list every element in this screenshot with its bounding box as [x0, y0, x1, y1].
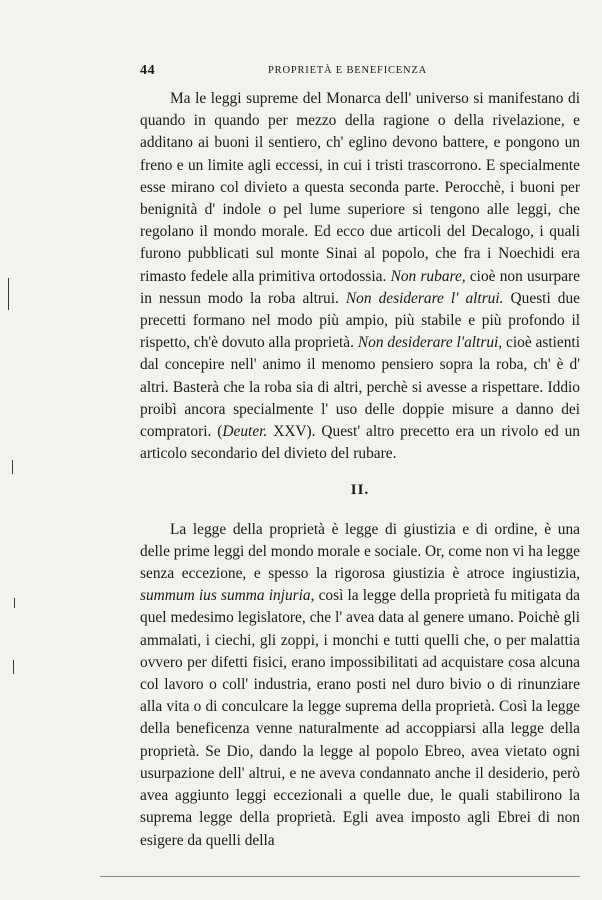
scan-mark	[12, 460, 13, 474]
page-number: 44	[140, 63, 156, 78]
text-run: cioè non usurpare in nessun modo la roba altrui.	[140, 267, 580, 307]
section-heading: II.	[350, 482, 370, 499]
running-title: PROPRIETÀ E BENEFICENZA	[268, 65, 427, 76]
scan-mark	[14, 598, 15, 608]
scan-mark	[8, 278, 9, 310]
text-run: cioè astienti dal concepire nell' animo il menomo pensiero sopra la roba, ch' è d' altri. Basterà che la roba sia di altri, perchè si avesse a rispettare. Iddio proibì ancora specialmente l' uso delle doppie misure a danno dei compratori. (	[140, 334, 580, 441]
scan-mark	[13, 660, 14, 674]
paragraph-1	[140, 88, 580, 465]
text-run: La legge della proprietà è legge di giustizia e di ordine, è una delle prime leggi del mondo morale e sociale. Or, come non vi ha legge senza eccezione, e spesso la rigorosa giustizia è atroce ingiustizia,	[140, 520, 581, 583]
text-run: Questi due precetti formano nel modo più ampio, più stabile e più profondo il rispetto, ch'è dovuto alla proprietà.	[140, 289, 580, 352]
italic-citation: Deuter.	[222, 423, 268, 441]
text-run: Ma le leggi supreme del Monarca dell' universo si manifestano di quando in quando per mezzo della ragione o della rivelazione, e additano ai buoni il sentiero, ch' eglino devono battere, e pongono un freno e un limite agli eccessi, in cui i tristi trascorrono. E specialmente esse mirano col divieto a questa seconda parte. Perocchè, i buoni per benignità d' indole o pel lume superiore si tengono alle leggi, che regolano il mondo morale. Ed ecco due articoli del Decalogo, i quali furono pubblicati sul monte Sinai al popolo, che fra i Noechidi era rimasto fedele alla primitiva ortodossia.	[140, 90, 580, 285]
page-bottom-edge	[100, 876, 580, 880]
paragraph-2	[140, 519, 580, 852]
italic-quote: Non desiderare l' altrui.	[345, 289, 504, 307]
italic-quote: Non desiderare l'altrui,	[357, 334, 503, 352]
text-run: così la legge della proprietà fu mitigata da quel medesimo legislatore, che l' avea data al genere umano. Poichè gli ammalati, i ciechi, gli zoppi, i monchi e tutti quelli che, o per malattia ovvero per difetti fisici, erano impossibilitati ad acquistare cosa alcuna col lavoro o coll' industria, erano posti nel duro bivio o di rinunziare alla vita o di conculcare la legge suprema della proprietà. Così la legge della beneficenza venne naturalmente ad accoppiarsi alla legge della proprietà. Se Dio, dando la legge al popolo Ebreo, avea vietato ogni usurpazione dell' altrui, e ne aveva condannato anche il desiderio, però avea aggiunto leggi eccezionali a quelle due, le quali stabilirono la suprema legge della proprietà. Egli avea imposto agli Ebrei di non esigere da quelli della	[140, 587, 580, 849]
body-text	[140, 88, 580, 852]
text-run: XXV). Quest' altro precetto era un rivolo ed un articolo secondario del divieto del rubare.	[140, 423, 581, 463]
italic-quote: summum ius summa injuria,	[140, 587, 315, 605]
italic-quote: Non rubare,	[390, 267, 466, 285]
